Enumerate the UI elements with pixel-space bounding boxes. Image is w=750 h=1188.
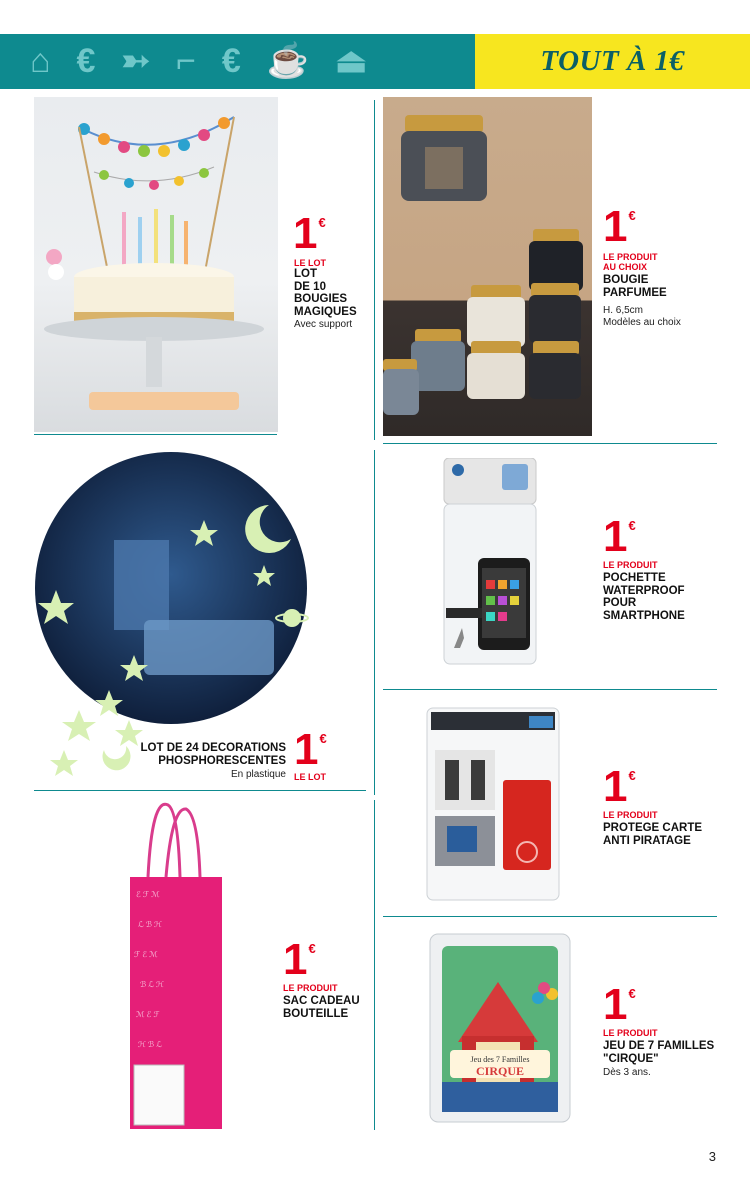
price-sac-cadeau [283,935,316,984]
price-value: 1 [603,762,628,811]
mug-icon: ☕ [266,42,310,80]
currency-symbol: € [628,986,636,1001]
price-pochette [603,512,636,561]
price-decorations [294,725,327,774]
header-icons [30,34,367,89]
product-name-line: SAC CADEAU [283,995,360,1007]
price-unit: LE LOT [294,772,326,782]
product-name-line: JEU DE 7 FAMILLES [603,1040,715,1052]
scented-candle-image [383,97,592,436]
price-unit: LE LOT [294,258,326,268]
product-info-decorations [130,742,286,781]
svg-text:ℒ ℬ ℋ: ℒ ℬ ℋ [138,920,162,929]
price-value: 1 [603,980,628,1029]
price-unit: LE PRODUIT [603,1028,658,1038]
product-info-jeu-familles [603,1028,743,1079]
price-unit: LE PRODUIT [603,810,658,820]
currency-symbol: € [628,208,636,223]
price-unit: LE PRODUIT [283,983,338,993]
price-value: 1 [283,935,308,984]
product-name-line: BOUTEILLE [283,1007,349,1020]
product-info-protege-carte [603,810,733,847]
currency-symbol: € [628,518,636,533]
tout-a-1-euro-banner [475,34,750,89]
price-value: 1 [293,209,318,258]
product-name-line: PROTEGE CARTE [603,822,703,834]
svg-text:Jeu des 7 Familles: Jeu des 7 Familles [470,1055,530,1064]
product-name-line: ANTI PIRATAGE [603,834,691,847]
svg-text:CIRQUE: CIRQUE [475,1064,525,1078]
card-game-image [428,932,572,1124]
sock-icon: ⌐ [175,42,196,80]
product-description: Modèles au choix [603,317,681,328]
page-number: 3 [708,1149,716,1164]
price-bougie-parfumee [603,202,636,251]
product-name-line: SMARTPHONE [603,609,685,622]
product-description: H. 6,5cm [603,305,644,316]
header-banner [0,34,750,89]
glow-decorations-image [34,450,309,780]
hairdryer-icon: ➳ [121,42,150,80]
product-name-line: POUR [603,597,637,609]
price-unit: LE PRODUIT [603,252,658,262]
product-name-line: PARFUMEE [603,286,667,299]
divider [383,689,717,690]
birthday-cake-image [34,97,278,432]
product-name-line: BOUGIES [294,293,348,305]
gift-bag-image [128,797,224,1131]
banner-title: TOUT À 1€ [540,45,685,77]
price-value: 1 [603,512,628,561]
price-jeu-familles [603,980,636,1029]
divider [34,790,366,791]
card-protector-image [425,706,561,902]
svg-text:ℋ ℬ ℒ: ℋ ℬ ℒ [138,1040,162,1049]
product-info-bougie-parfumee [603,252,723,329]
divider [374,100,375,440]
product-info-sac-cadeau [283,983,373,1020]
product-name-line: "CIRQUE" [603,1052,659,1065]
euro-icon: € [76,42,96,80]
product-name-line: LOT DE 24 DECORATIONS [140,742,286,754]
currency-symbol: € [318,215,326,230]
dress-icon: ⌂ [30,42,51,80]
product-name-line: LOT [294,268,317,280]
product-info-bougies [294,258,369,331]
svg-text:ℱ ℰ ℳ: ℱ ℰ ℳ [134,950,158,959]
product-name-line: WATERPROOF [603,584,685,597]
divider [383,916,717,917]
svg-text:ℳ ℰ ℱ: ℳ ℰ ℱ [136,1010,160,1019]
waterproof-pouch-image [442,458,538,666]
currency-symbol: € [308,941,316,956]
divider [374,800,375,1130]
svg-text:ℰ ℱ ℳ: ℰ ℱ ℳ [136,890,160,899]
currency-symbol: € [628,768,636,783]
product-name-line: MAGIQUES [294,305,357,318]
currency-symbol: € [319,731,327,746]
product-description: En plastique [230,769,286,780]
product-description: Dès 3 ans. [603,1067,651,1078]
euro-icon: € [221,42,241,80]
product-name-line: PHOSPHORESCENTES [158,754,286,767]
price-bougies [293,209,326,258]
price-protege-carte [603,762,636,811]
price-value: 1 [603,202,628,251]
dish-icon: ⏏ [335,42,368,80]
divider [374,450,375,795]
price-unit-block [294,772,354,782]
svg-text:ℬ ℒ ℋ: ℬ ℒ ℋ [140,980,164,989]
divider [383,443,717,444]
divider [34,434,277,435]
price-unit: LE PRODUIT [603,560,658,570]
product-name-line: BOUGIE [603,274,649,286]
product-name-line: DE 10 [294,280,326,293]
product-info-pochette [603,560,723,622]
product-name-line: POCHETTE [603,572,666,584]
product-description: Avec support [294,319,353,330]
price-unit: AU CHOIX [603,262,648,272]
price-value: 1 [294,725,319,774]
